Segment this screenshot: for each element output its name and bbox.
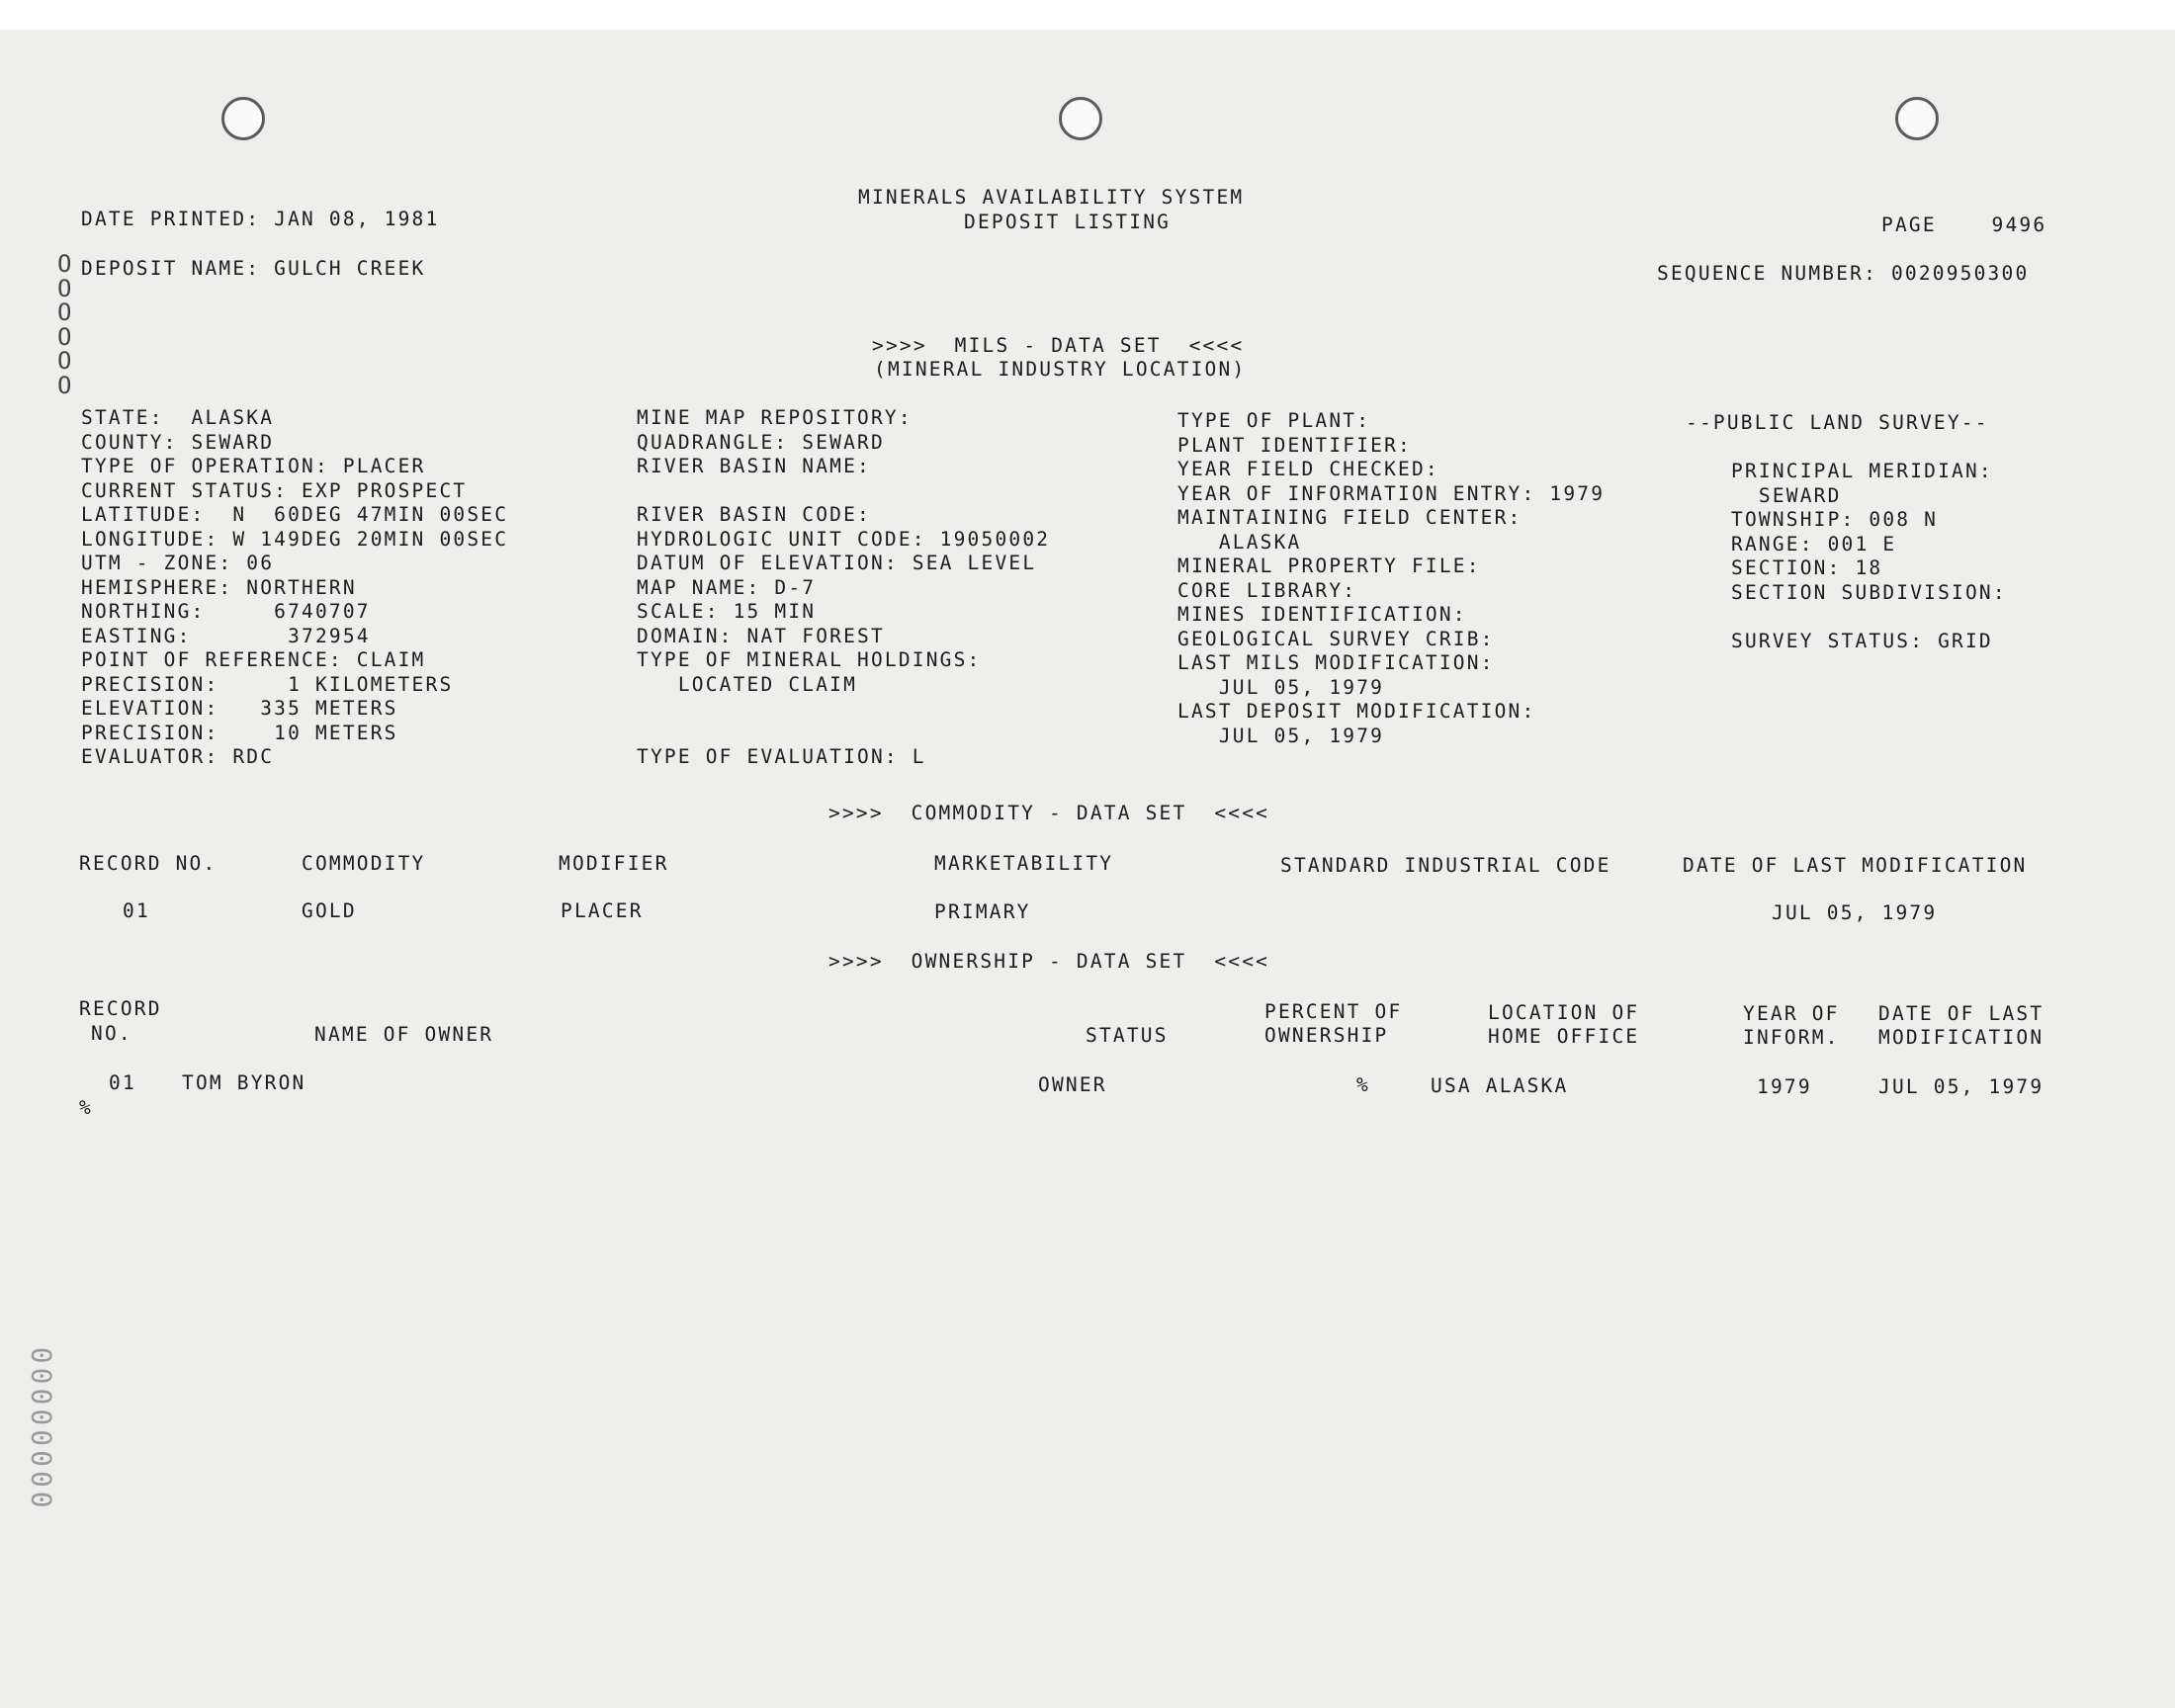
field-utm-zone: UTM - ZONE: 06 [81,552,275,574]
field-scale: SCALE: 15 MIN [637,600,817,623]
margin-mark: O [57,274,72,302]
ownership-row-status: OWNER [1038,1073,1107,1096]
field-point-of-reference: POINT OF REFERENCE: CLAIM [81,648,426,671]
field-hemisphere: HEMISPHERE: NORTHERN [81,575,357,599]
spacer [637,479,1050,504]
field-operation-type: TYPE OF OPERATION: PLACER [81,455,426,477]
mils-column-2 [637,406,1050,770]
field-last-deposit-modification: LAST DEPOSIT MODIFICATION: [1177,700,1536,723]
field-mineral-property-file: MINERAL PROPERTY FILE: [1177,555,1481,577]
field-last-mils-modification: LAST MILS MODIFICATION: [1177,651,1495,674]
ownership-col-date-2: MODIFICATION [1878,1026,2044,1049]
field-northing: NORTHING: 6740707 [81,600,371,623]
field-principal-meridian: PRINCIPAL MERIDIAN: [1731,460,1993,482]
public-land-survey [1686,411,2007,653]
ownership-row-date: JUL 05, 1979 [1878,1075,2044,1098]
ownership-row-name: TOM BYRON [182,1071,306,1094]
commodity-row-date: JUL 05, 1979 [1772,901,1938,924]
punch-hole-right-icon [1895,97,1939,140]
field-mines-identification: MINES IDENTIFICATION: [1177,603,1467,626]
commodity-col-sic: STANDARD INDUSTRIAL CODE [1280,854,1611,877]
field-principal-meridian-value: SEWARD [1731,483,1842,507]
field-datum-of-elevation: DATUM OF ELEVATION: SEA LEVEL [637,552,1037,574]
field-evaluation-type: TYPE OF EVALUATION: L [637,745,926,768]
field-geological-survey-crib: GEOLOGICAL SURVEY CRIB: [1177,627,1495,650]
field-map-name: MAP NAME: D-7 [637,575,817,599]
field-plant-identifier: PLANT IDENTIFIER: [1177,433,1412,457]
field-elevation: ELEVATION: 335 METERS [81,697,398,720]
field-maintaining-center-value: ALASKA [1177,530,1302,554]
field-plant-type: TYPE OF PLANT: [1177,409,1371,432]
field-township: TOWNSHIP: 008 N [1731,508,1939,531]
field-precision-horizontal: PRECISION: 1 KILOMETERS [81,672,454,696]
field-mineral-holdings-value: LOCATED CLAIM [637,672,858,696]
commodity-col-record: RECORD NO. [79,852,218,875]
system-title: MINERALS AVAILABILITY SYSTEM [858,186,1245,209]
mils-heading: >>>> MILS - DATA SET <<<< [872,334,1245,357]
field-mineral-holdings-type: TYPE OF MINERAL HOLDINGS: [637,648,982,671]
trailing-percent-mark: % [79,1096,93,1119]
field-domain: DOMAIN: NAT FOREST [637,624,885,647]
field-range: RANGE: 001 E [1731,532,1897,555]
ownership-col-year-1: YEAR OF [1743,1002,1840,1025]
field-section-subdivision: SECTION SUBDIVISION: [1731,580,2007,604]
field-precision-elevation: PRECISION: 10 METERS [81,721,398,744]
page-number: PAGE 9496 [1881,214,2047,236]
field-river-basin-code: RIVER BASIN CODE: [637,503,871,526]
commodity-row-commodity: GOLD [302,899,357,922]
field-year-info-entry: YEAR OF INFORMATION ENTRY: 1979 [1177,481,1606,505]
listing-title: DEPOSIT LISTING [964,211,1172,233]
field-section: SECTION: 18 [1731,556,1883,579]
ownership-col-percent-2: OWNERSHIP [1264,1024,1389,1047]
commodity-col-modifier: MODIFIER [559,852,669,875]
punch-hole-left-icon [221,97,265,140]
field-hydrologic-unit-code: HYDROLOGIC UNIT CODE: 19050002 [637,527,1051,551]
ownership-row-percent: % [1356,1073,1370,1096]
margin-mark: O [57,322,72,351]
field-river-basin-name: RIVER BASIN NAME: [637,455,871,477]
ownership-row-year: 1979 [1757,1075,1812,1098]
spacer [1686,436,2007,461]
margin-mark: O [57,371,72,399]
mils-column-1 [81,406,508,770]
ownership-col-record-2: NO. [91,1022,132,1045]
commodity-col-marketability: MARKETABILITY [934,852,1114,875]
margin-mark: O [57,299,72,326]
mils-column-3 [1177,409,1605,748]
margin-strip-digits: 00000000 [26,1342,59,1508]
ownership-col-location-2: HOME OFFICE [1488,1025,1640,1048]
field-easting: EASTING: 372954 [81,624,371,647]
ownership-col-status: STATUS [1086,1024,1169,1047]
field-current-status: CURRENT STATUS: EXP PROSPECT [81,478,468,502]
commodity-col-date: DATE OF LAST MODIFICATION [1683,854,2028,877]
ownership-col-date-1: DATE OF LAST [1878,1002,2044,1025]
sequence-number: SEQUENCE NUMBER: 0020950300 [1657,262,2030,285]
field-last-mils-modification-value: JUL 05, 1979 [1177,675,1385,699]
field-survey-status: SURVEY STATUS: GRID [1731,629,1993,652]
margin-mark: O [57,347,72,375]
ownership-heading: >>>> OWNERSHIP - DATA SET <<<< [828,950,1270,973]
field-maintaining-center: MAINTAINING FIELD CENTER: [1177,506,1522,529]
ownership-col-record-1: RECORD [79,997,162,1020]
field-mine-map-repository: MINE MAP REPOSITORY: [637,406,913,429]
deposit-name: DEPOSIT NAME: GULCH CREEK [81,257,426,280]
commodity-col-commodity: COMMODITY [302,852,426,875]
commodity-row-modifier: PLACER [561,899,644,922]
field-quadrangle: QUADRANGLE: SEWARD [637,430,885,454]
spacer [637,722,1050,746]
field-latitude: LATITUDE: N 60DEG 47MIN 00SEC [81,503,509,526]
commodity-heading: >>>> COMMODITY - DATA SET <<<< [828,802,1270,824]
field-county: COUNTY: SEWARD [81,430,275,454]
field-longitude: LONGITUDE: W 149DEG 20MIN 00SEC [81,527,509,551]
ownership-col-percent-1: PERCENT OF [1264,1000,1403,1023]
field-last-deposit-modification-value: JUL 05, 1979 [1177,724,1385,747]
spacer [637,697,1050,722]
spacer [1686,605,2007,630]
ownership-col-year-2: INFORM. [1743,1026,1840,1049]
commodity-row-marketability: PRIMARY [934,900,1031,923]
public-land-survey-heading: --PUBLIC LAND SURVEY-- [1686,411,1989,434]
field-state: STATE: ALASKA [81,406,275,429]
ownership-row-location: USA ALASKA [1431,1074,1569,1097]
ownership-col-name: NAME OF OWNER [314,1023,494,1046]
margin-mark: O [57,250,72,278]
field-evaluator: EVALUATOR: RDC [81,745,275,768]
field-year-field-checked: YEAR FIELD CHECKED: [1177,458,1439,480]
ownership-row-record: 01 [109,1071,136,1094]
commodity-row-record: 01 [123,899,150,922]
mils-subheading: (MINERAL INDUSTRY LOCATION) [874,358,1247,381]
margin-strip-top [57,252,71,397]
ownership-col-location-1: LOCATION OF [1488,1001,1640,1024]
field-core-library: CORE LIBRARY: [1177,578,1357,602]
punch-hole-center-icon [1059,97,1102,140]
date-printed: DATE PRINTED: JAN 08, 1981 [81,208,440,230]
